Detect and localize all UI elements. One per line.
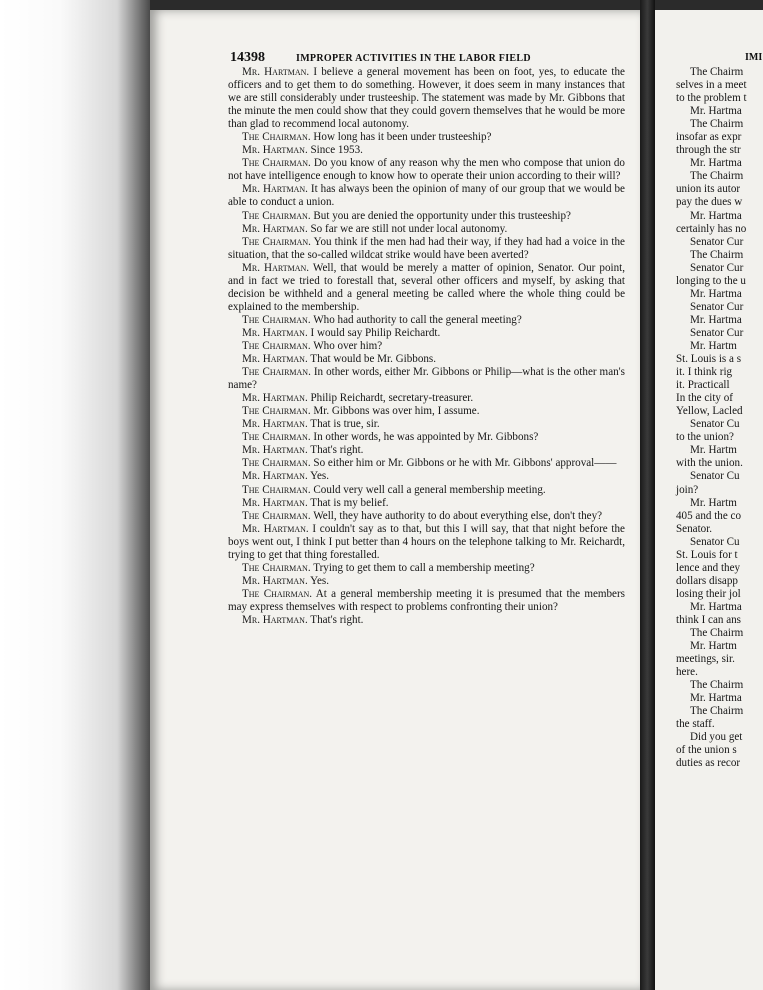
speech-text: Yes. [307, 574, 330, 587]
right-page-line: Mr. Hartma [690, 313, 742, 326]
transcript-paragraph [228, 392, 625, 405]
speech-text: That is true, sir. [307, 418, 380, 431]
right-page-line: here. [676, 666, 698, 679]
speaker-label: The Chairman. [242, 587, 313, 600]
transcript-paragraph [228, 314, 625, 327]
speech-text: Mr. Gibbons was over him, I assume. [310, 405, 480, 418]
right-page-line: Yellow, Lacled [676, 405, 743, 418]
transcript-paragraph [228, 405, 625, 418]
right-page-line: Mr. Hartma [690, 157, 742, 170]
speaker-label: The Chairman. [242, 457, 311, 470]
right-page-line: union its autor [676, 183, 741, 196]
transcript-paragraph [228, 470, 625, 483]
transcript-paragraph [228, 562, 625, 575]
right-page-text [676, 66, 763, 771]
speaker-label: Mr. Hartman. [242, 418, 308, 431]
transcript-paragraph [228, 131, 625, 144]
right-page-line: selves in a meet [676, 79, 747, 92]
right-page-line: duties as recor [676, 757, 741, 770]
right-page-line: to the problem t [676, 92, 747, 105]
speech-text: Since 1953. [307, 144, 363, 157]
transcript-paragraph [228, 183, 625, 209]
page-number: 14398 [230, 50, 265, 65]
speaker-label: The Chairman. [242, 131, 311, 144]
right-page-line: The Chairm [690, 118, 744, 131]
transcript-paragraph [228, 575, 625, 588]
right-page-line: St. Louis is a s [676, 353, 742, 366]
right-page-line: with the union. [676, 457, 743, 470]
speech-text: You think if the men had had their way, if they had had a voice in the situation, that the so-called wildcat strike would have been averted? [228, 235, 625, 261]
right-page-line: Senator Cu [690, 418, 740, 431]
speech-text: So far we are still not under local autonomy. [307, 222, 508, 235]
right-page-header: IMI [745, 52, 763, 63]
speaker-label: Mr. Hartman. [242, 470, 308, 483]
right-page-line: Mr. Hartma [690, 600, 742, 613]
right-page-line: St. Louis for t [676, 548, 738, 561]
right-page-line: it. Practicall [676, 379, 730, 392]
transcript-paragraph [228, 210, 625, 223]
right-page-line: Did you get [690, 731, 743, 744]
right-page-line: the staff. [676, 718, 715, 731]
speech-text: So either him or Mr. Gibbons or he with Mr. Gibbons' approval—— [310, 457, 617, 470]
speaker-label: The Chairman. [242, 483, 311, 496]
right-page-line: Senator Cu [690, 470, 740, 483]
speaker-label: Mr. Hartman. [242, 392, 308, 405]
right-page-line: Mr. Hartma [690, 692, 742, 705]
speaker-label: Mr. Hartman. [242, 326, 308, 339]
right-page-line: dollars disapp [676, 574, 738, 587]
speech-text: I would say Philip Reichardt. [307, 326, 441, 339]
speech-text: Who had authority to call the general meeting? [310, 313, 522, 326]
speaker-label: Mr. Hartman. [242, 222, 308, 235]
speaker-label: Mr. Hartman. [242, 496, 308, 509]
right-page-line: pay the dues w [676, 196, 743, 209]
speech-text: In other words, he was appointed by Mr. Gibbons? [310, 431, 539, 444]
right-page-line: join? [676, 483, 699, 496]
right-page-line: Senator Cur [690, 261, 744, 274]
speech-text: Philip Reichardt, secretary-treasurer. [307, 392, 474, 405]
speaker-label: The Chairman. [242, 431, 311, 444]
speech-text: Well, they have authority to do about everything else, don't they? [310, 509, 603, 522]
transcript-paragraph [228, 614, 625, 627]
transcript-paragraph [228, 236, 625, 262]
speech-text: Trying to get them to call a membership meeting? [310, 561, 535, 574]
right-page-line: Senator Cur [690, 235, 744, 248]
speaker-label: Mr. Hartman. [242, 574, 308, 587]
speaker-label: Mr. Hartman. [242, 522, 309, 535]
speech-text: How long has it been under trusteeship? [310, 131, 492, 144]
right-page-line: Mr. Hartm [690, 339, 737, 352]
right-page-line: Senator. [676, 522, 713, 535]
right-page-line: Senator Cur [690, 326, 744, 339]
speech-text: Who over him? [310, 339, 383, 352]
right-page-line: Senator Cur [690, 300, 744, 313]
speaker-label: The Chairman. [242, 339, 311, 352]
right-page-line: losing their jol [676, 587, 741, 600]
right-page-line: Mr. Hartm [690, 496, 737, 509]
right-page-line: The Chairm [690, 66, 744, 78]
right-page-line: think I can ans [676, 613, 742, 626]
transcript-paragraph [228, 431, 625, 444]
transcript-paragraph [228, 418, 625, 431]
speaker-label: Mr. Hartman. [242, 353, 308, 366]
right-page-line: meetings, sir. [676, 653, 735, 666]
speech-text: That's right. [307, 613, 364, 626]
transcript-paragraph [228, 223, 625, 236]
speech-text: I believe a general movement has been on foot, yes, to educate the officers and to get them to do something. However, it does seem in many instances that we are still considerably under trusteeship. The statement was made by Mr. Gibbons that the minute the men could show that they could govern themselves that he would be more than glad to recommend local autonomy. [228, 66, 625, 131]
speech-text: At a general membership meeting it is presumed that the members may express themselves with respect to problems confronting their union? [228, 587, 625, 613]
speaker-label: The Chairman. [242, 235, 311, 248]
transcript-paragraph [228, 497, 625, 510]
speech-text: That's right. [307, 444, 364, 457]
transcript-paragraph [228, 444, 625, 457]
transcript-body [228, 66, 625, 627]
right-page-line: Senator Cu [690, 535, 740, 548]
page-header [230, 50, 625, 66]
right-page-line: insofar as expr [676, 131, 742, 144]
right-page-line: The Chairm [690, 170, 744, 183]
speaker-label: The Chairman. [242, 366, 311, 379]
speaker-label: Mr. Hartman. [242, 261, 310, 274]
speaker-label: The Chairman. [242, 157, 311, 170]
transcript-paragraph [228, 484, 625, 497]
speaker-label: Mr. Hartman. [242, 444, 308, 457]
right-page-line: Mr. Hartma [690, 209, 742, 222]
right-page-line: The Chairm [690, 248, 744, 261]
speech-text: Do you know of any reason why the men who compose that union do not have intelligence enough to know how to operate their union according to their will? [228, 157, 625, 183]
speech-text: But you are denied the opportunity under this trusteeship? [310, 209, 571, 222]
scan-left-margin [0, 0, 150, 990]
speech-text: Could very well call a general membership meeting. [310, 483, 546, 496]
transcript-paragraph [228, 66, 625, 131]
right-page-line: 405 and the co [676, 509, 742, 522]
right-page-line: through the str [676, 144, 741, 157]
right-page-line: Mr. Hartm [690, 444, 737, 457]
transcript-paragraph [228, 327, 625, 340]
speaker-label: The Chairman. [242, 209, 311, 222]
right-page-line: In the city of [676, 392, 733, 405]
transcript-paragraph [228, 144, 625, 157]
book-gutter [640, 0, 655, 990]
transcript-paragraph [228, 588, 625, 614]
right-page-line: of the union s [676, 744, 737, 757]
right-page-line: it. I think rig [676, 366, 733, 379]
right-page-line: The Chairm [690, 627, 744, 640]
speaker-label: Mr. Hartman. [242, 183, 308, 196]
speaker-label: Mr. Hartman. [242, 66, 310, 78]
transcript-paragraph [228, 366, 625, 392]
transcript-paragraph [228, 457, 625, 470]
transcript-paragraph [228, 353, 625, 366]
speech-text: It has always been the opinion of many of our group that we would be able to conduct a union. [228, 183, 625, 209]
speaker-label: The Chairman. [242, 509, 311, 522]
speech-text: That is my belief. [307, 496, 389, 509]
transcript-paragraph [228, 523, 625, 562]
transcript-paragraph [228, 157, 625, 183]
right-page-line: longing to the u [676, 274, 746, 287]
speech-text: In other words, either Mr. Gibbons or Philip—what is the other man's name? [228, 366, 625, 392]
speaker-label: Mr. Hartman. [242, 144, 308, 157]
transcript-paragraph [228, 510, 625, 523]
right-page-line: The Chairm [690, 679, 744, 692]
right-page-line: lence and they [676, 561, 741, 574]
right-page-line: to the union? [676, 431, 734, 444]
right-page-line: Mr. Hartm [690, 640, 737, 653]
transcript-paragraph [228, 340, 625, 353]
speech-text: I couldn't say as to that, but this I will say, that that night before the boys went out, I think I put better than 4 hours on the telephone talking to Mr. Reichardt, trying to get that thing forestalled. [228, 522, 625, 561]
right-page-line: The Chairm [690, 705, 744, 718]
speaker-label: The Chairman. [242, 405, 311, 418]
speaker-label: The Chairman. [242, 313, 311, 326]
right-page-line: Mr. Hartma [690, 105, 742, 118]
transcript-paragraph [228, 262, 625, 314]
speaker-label: Mr. Hartman. [242, 613, 308, 626]
right-page-line: Mr. Hartma [690, 287, 742, 300]
speech-text: That would be Mr. Gibbons. [307, 353, 437, 366]
running-title: IMPROPER ACTIVITIES IN THE LABOR FIELD [296, 53, 531, 64]
right-page-line: certainly has no [676, 222, 747, 235]
speech-text: Well, that would be merely a matter of opinion, Senator. Our point, and in fact we tried to forestall that, several other officers and myself, by asking that decision be withheld and a general meeting be called where the whole thing could be explained to the membership. [228, 261, 625, 313]
speech-text: Yes. [307, 470, 330, 483]
speaker-label: The Chairman. [242, 561, 311, 574]
